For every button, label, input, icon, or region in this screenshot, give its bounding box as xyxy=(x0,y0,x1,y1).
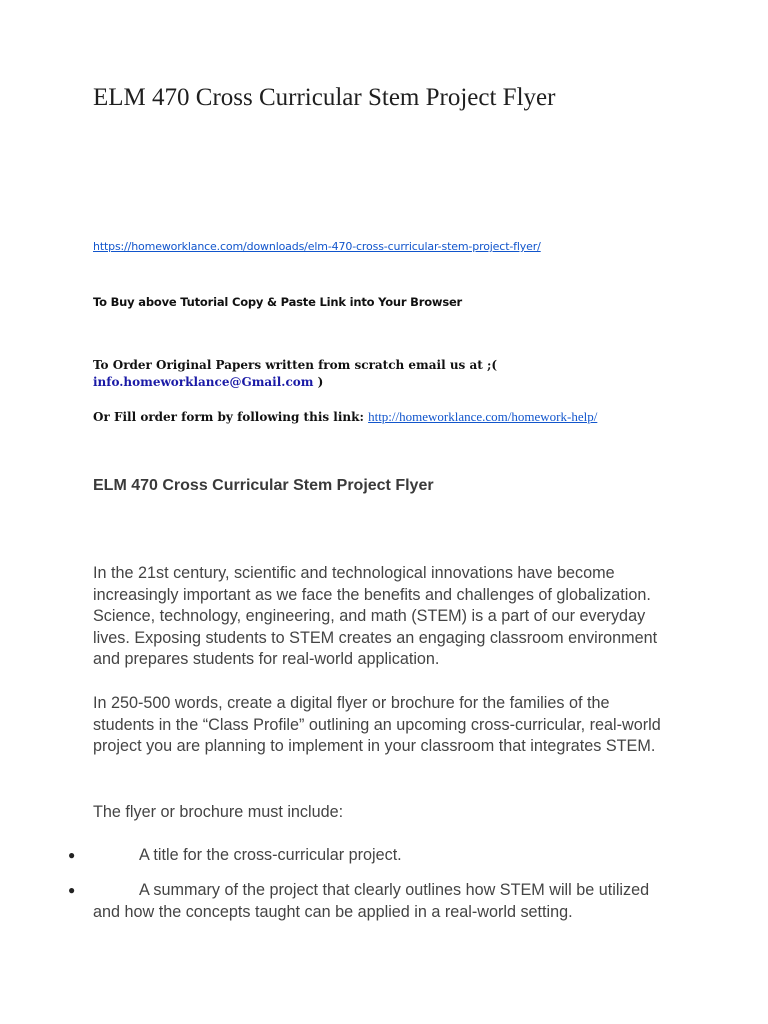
list-item-text: A summary of the project that clearly outlines how STEM will be utilized and how the concepts taught can be applied in a real-world setting. xyxy=(93,881,650,921)
assignment-paragraph: In 250-500 words, create a digital flyer or brochure for the families of the students in the “Class Profile” outlining an upcoming cross-curricular, real-world project you are planning to implement in your classroom that integrates STEM. xyxy=(93,694,661,756)
document-title: ELM 470 Cross Curricular Stem Project Flyer xyxy=(93,84,556,111)
list-item xyxy=(68,880,678,923)
order-instruction xyxy=(93,357,653,391)
order-email[interactable]: info.homeworklance@Gmail.com xyxy=(93,375,314,389)
fill-order-line xyxy=(93,409,597,425)
buy-instruction: To Buy above Tutorial Copy & Paste Link into Your Browser xyxy=(93,295,463,309)
list-item-text: A title for the cross-curricular project. xyxy=(139,846,402,864)
bullet-icon: ● xyxy=(68,883,76,897)
homework-help-link[interactable]: http://homeworklance.com/homework-help/ xyxy=(368,409,598,424)
order-text: To Order Original Papers written from scratch email us at ;( xyxy=(93,358,498,372)
list-item xyxy=(68,845,678,867)
tutorial-link[interactable]: https://homeworklance.com/downloads/elm-470-cross-curricular-stem-project-flyer/ xyxy=(93,240,541,253)
intro-paragraph: In the 21st century, scientific and technological innovations have become increasingly important as we face the benefits and challenges of globalization. Science, technology, engineering, and math (STEM) is a part of our everyday lives. Exposing students to STEM creates an engaging classroom environment and prepares students for real-world application. xyxy=(93,564,658,669)
requirements-intro: The flyer or brochure must include: xyxy=(93,803,344,821)
fill-order-text: Or Fill order form by following this link: xyxy=(93,410,369,424)
section-heading: ELM 470 Cross Curricular Stem Project Flyer xyxy=(93,477,434,494)
bullet-icon: ● xyxy=(68,848,76,862)
order-close: ) xyxy=(313,375,324,389)
